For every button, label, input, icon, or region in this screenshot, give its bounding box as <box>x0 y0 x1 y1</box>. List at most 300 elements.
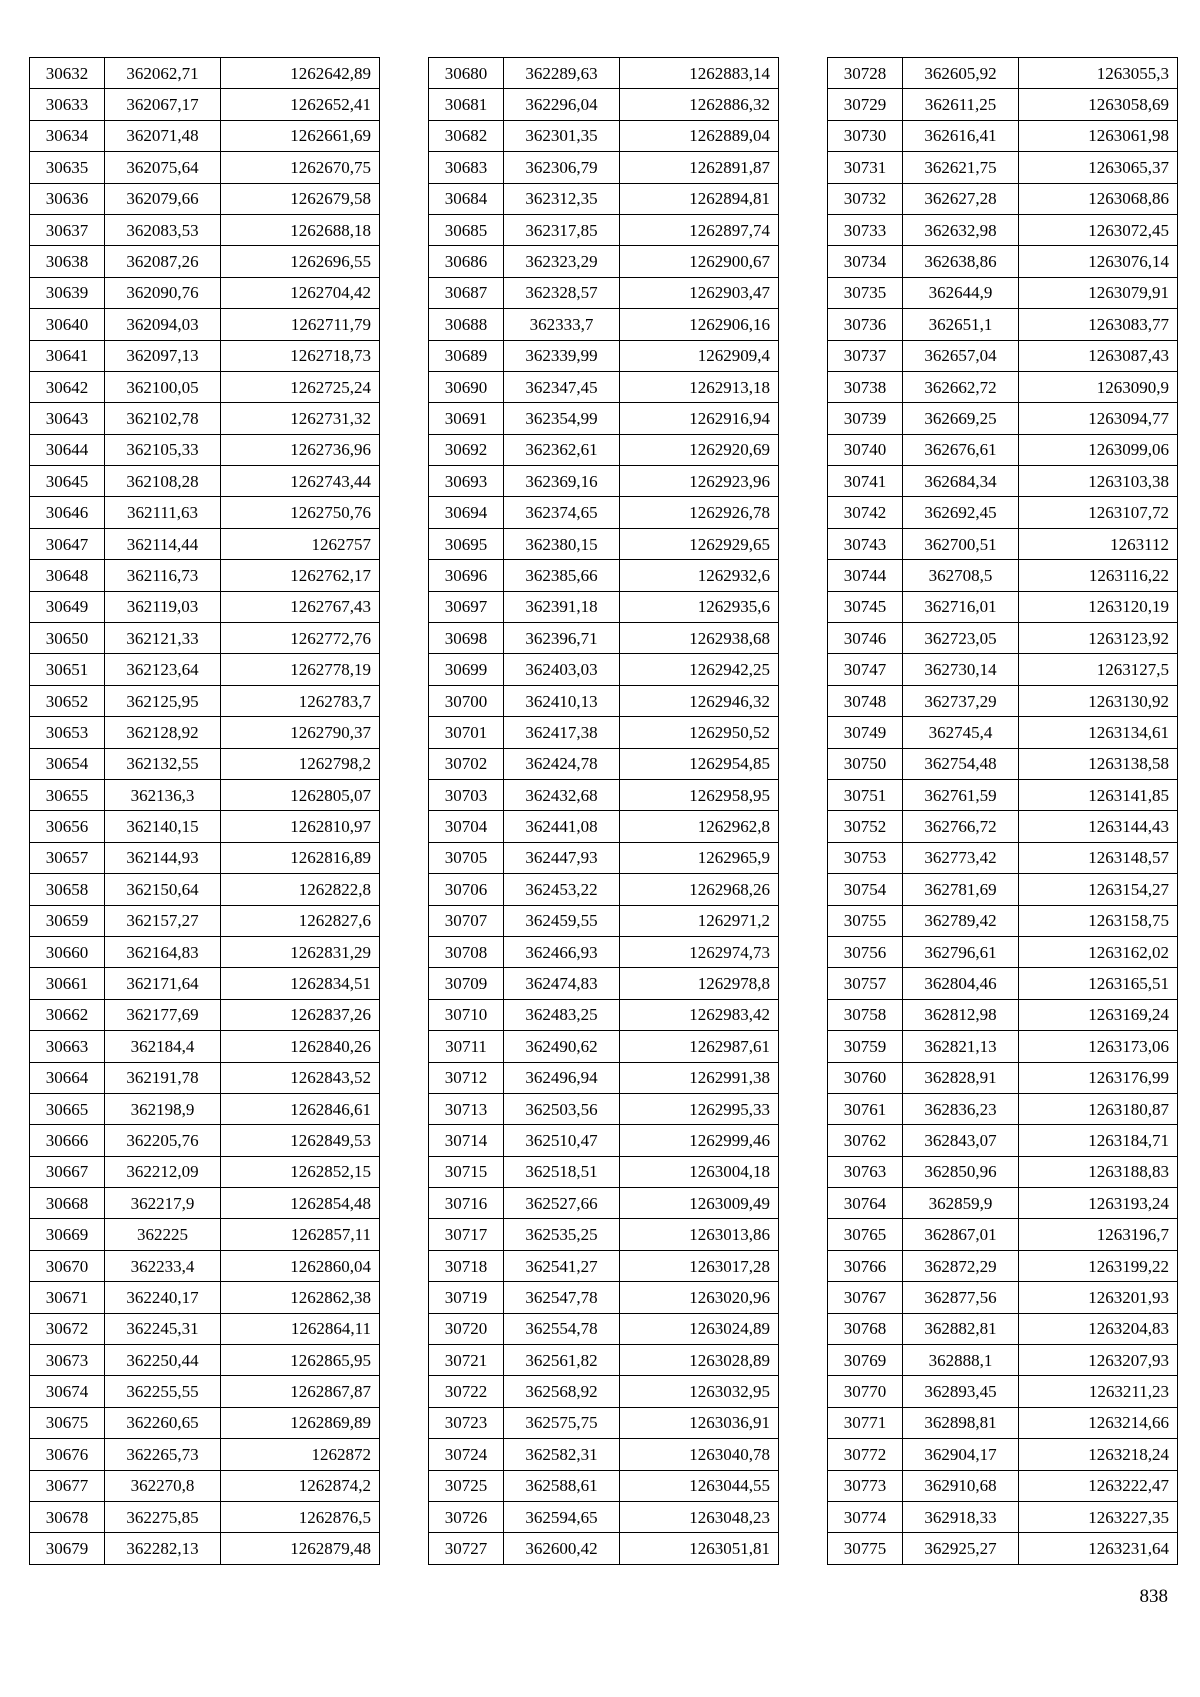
table-row <box>429 1250 779 1281</box>
point-number-cell: 30635 <box>30 152 105 183</box>
point-number-cell: 30670 <box>30 1250 105 1281</box>
y-coordinate-cell: 1263076,14 <box>1019 246 1178 277</box>
x-coordinate-cell: 362708,5 <box>903 560 1019 591</box>
table-row <box>429 403 779 434</box>
point-number-cell: 30770 <box>828 1376 903 1407</box>
y-coordinate-cell: 1262950,52 <box>620 717 779 748</box>
x-coordinate-cell: 362781,69 <box>903 874 1019 905</box>
y-coordinate-cell: 1262909,4 <box>620 340 779 371</box>
x-coordinate-cell: 362282,13 <box>105 1533 221 1564</box>
x-coordinate-cell: 362888,1 <box>903 1345 1019 1376</box>
point-number-cell: 30722 <box>429 1376 504 1407</box>
point-number-cell: 30683 <box>429 152 504 183</box>
y-coordinate-cell: 1262852,15 <box>221 1156 380 1187</box>
x-coordinate-cell: 362296,04 <box>504 89 620 120</box>
x-coordinate-cell: 362087,26 <box>105 246 221 277</box>
y-coordinate-cell: 1263201,93 <box>1019 1282 1178 1313</box>
point-number-cell: 30689 <box>429 340 504 371</box>
table-row <box>30 1031 380 1062</box>
table-row <box>429 1188 779 1219</box>
x-coordinate-cell: 362496,94 <box>504 1062 620 1093</box>
x-coordinate-cell: 362483,25 <box>504 999 620 1030</box>
y-coordinate-cell: 1262913,18 <box>620 371 779 402</box>
table-row <box>429 1219 779 1250</box>
x-coordinate-cell: 362177,69 <box>105 999 221 1030</box>
table-row <box>429 968 779 999</box>
point-number-cell: 30741 <box>828 466 903 497</box>
y-coordinate-cell: 1262891,87 <box>620 152 779 183</box>
y-coordinate-cell: 1262798,2 <box>221 748 380 779</box>
y-coordinate-cell: 1262874,2 <box>221 1470 380 1501</box>
x-coordinate-cell: 362850,96 <box>903 1156 1019 1187</box>
y-coordinate-cell: 1263024,89 <box>620 1313 779 1344</box>
x-coordinate-cell: 362171,64 <box>105 968 221 999</box>
y-coordinate-cell: 1263044,55 <box>620 1470 779 1501</box>
y-coordinate-cell: 1263158,75 <box>1019 905 1178 936</box>
y-coordinate-cell: 1263072,45 <box>1019 214 1178 245</box>
x-coordinate-cell: 362317,85 <box>504 214 620 245</box>
x-coordinate-cell: 362391,18 <box>504 591 620 622</box>
table-row <box>30 214 380 245</box>
x-coordinate-cell: 362616,41 <box>903 120 1019 151</box>
x-coordinate-cell: 362730,14 <box>903 654 1019 685</box>
point-number-cell: 30728 <box>828 58 903 89</box>
table-row <box>828 1156 1178 1187</box>
y-coordinate-cell: 1263055,3 <box>1019 58 1178 89</box>
y-coordinate-cell: 1262827,6 <box>221 905 380 936</box>
table-row <box>828 466 1178 497</box>
table-row <box>429 1345 779 1376</box>
x-coordinate-cell: 362374,65 <box>504 497 620 528</box>
table-row <box>30 1501 380 1532</box>
point-number-cell: 30760 <box>828 1062 903 1093</box>
x-coordinate-cell: 362754,48 <box>903 748 1019 779</box>
x-coordinate-cell: 362306,79 <box>504 152 620 183</box>
x-coordinate-cell: 362255,55 <box>105 1376 221 1407</box>
point-number-cell: 30765 <box>828 1219 903 1250</box>
table-row <box>828 246 1178 277</box>
point-number-cell: 30693 <box>429 466 504 497</box>
point-number-cell: 30656 <box>30 811 105 842</box>
table-row <box>828 1125 1178 1156</box>
table-row <box>30 905 380 936</box>
point-number-cell: 30697 <box>429 591 504 622</box>
point-number-cell: 30771 <box>828 1407 903 1438</box>
x-coordinate-cell: 362362,61 <box>504 434 620 465</box>
point-number-cell: 30758 <box>828 999 903 1030</box>
point-number-cell: 30774 <box>828 1501 903 1532</box>
y-coordinate-cell: 1262991,38 <box>620 1062 779 1093</box>
table-row <box>30 623 380 654</box>
point-number-cell: 30766 <box>828 1250 903 1281</box>
y-coordinate-cell: 1263087,43 <box>1019 340 1178 371</box>
y-coordinate-cell: 1262790,37 <box>221 717 380 748</box>
table-row <box>828 58 1178 89</box>
x-coordinate-cell: 362410,13 <box>504 685 620 716</box>
y-coordinate-cell: 1263196,7 <box>1019 1219 1178 1250</box>
table-row <box>30 968 380 999</box>
table-row <box>30 152 380 183</box>
page-number: 838 <box>1139 1586 1168 1607</box>
y-coordinate-cell: 1263184,71 <box>1019 1125 1178 1156</box>
x-coordinate-cell: 362804,46 <box>903 968 1019 999</box>
table-row <box>30 1125 380 1156</box>
y-coordinate-cell: 1262725,24 <box>221 371 380 402</box>
x-coordinate-cell: 362275,85 <box>105 1501 221 1532</box>
table-row <box>828 1219 1178 1250</box>
point-number-cell: 30748 <box>828 685 903 716</box>
x-coordinate-cell: 362893,45 <box>903 1376 1019 1407</box>
point-number-cell: 30654 <box>30 748 105 779</box>
y-coordinate-cell: 1262822,8 <box>221 874 380 905</box>
point-number-cell: 30747 <box>828 654 903 685</box>
x-coordinate-cell: 362380,15 <box>504 528 620 559</box>
point-number-cell: 30734 <box>828 246 903 277</box>
x-coordinate-cell: 362651,1 <box>903 309 1019 340</box>
y-coordinate-cell: 1262711,79 <box>221 309 380 340</box>
table-row <box>828 905 1178 936</box>
y-coordinate-cell: 1262862,38 <box>221 1282 380 1313</box>
x-coordinate-cell: 362075,64 <box>105 152 221 183</box>
table-row <box>30 1062 380 1093</box>
y-coordinate-cell: 1262864,11 <box>221 1313 380 1344</box>
point-number-cell: 30738 <box>828 371 903 402</box>
y-coordinate-cell: 1262923,96 <box>620 466 779 497</box>
table-row <box>429 874 779 905</box>
y-coordinate-cell: 1262840,26 <box>221 1031 380 1062</box>
y-coordinate-cell: 1262661,69 <box>221 120 380 151</box>
x-coordinate-cell: 362657,04 <box>903 340 1019 371</box>
y-coordinate-cell: 1262879,48 <box>221 1533 380 1564</box>
point-number-cell: 30745 <box>828 591 903 622</box>
point-number-cell: 30719 <box>429 1282 504 1313</box>
point-number-cell: 30739 <box>828 403 903 434</box>
table-row <box>828 874 1178 905</box>
y-coordinate-cell: 1263193,24 <box>1019 1188 1178 1219</box>
table-row <box>828 183 1178 214</box>
x-coordinate-cell: 362111,63 <box>105 497 221 528</box>
table-row <box>429 1376 779 1407</box>
point-number-cell: 30682 <box>429 120 504 151</box>
x-coordinate-cell: 362403,03 <box>504 654 620 685</box>
x-coordinate-cell: 362503,56 <box>504 1093 620 1124</box>
table-row <box>828 277 1178 308</box>
y-coordinate-cell: 1263107,72 <box>1019 497 1178 528</box>
table-row <box>828 89 1178 120</box>
x-coordinate-cell: 362233,4 <box>105 1250 221 1281</box>
table-row <box>30 89 380 120</box>
x-coordinate-cell: 362535,25 <box>504 1219 620 1250</box>
table-row <box>429 89 779 120</box>
y-coordinate-cell: 1263207,93 <box>1019 1345 1178 1376</box>
table-row <box>30 685 380 716</box>
x-coordinate-cell: 362339,99 <box>504 340 620 371</box>
y-coordinate-cell: 1262736,96 <box>221 434 380 465</box>
y-coordinate-cell: 1262652,41 <box>221 89 380 120</box>
point-number-cell: 30679 <box>30 1533 105 1564</box>
point-number-cell: 30752 <box>828 811 903 842</box>
point-number-cell: 30757 <box>828 968 903 999</box>
y-coordinate-cell: 1263231,64 <box>1019 1533 1178 1564</box>
y-coordinate-cell: 1263204,83 <box>1019 1313 1178 1344</box>
table-row <box>828 1407 1178 1438</box>
table-row <box>30 654 380 685</box>
y-coordinate-cell: 1262886,32 <box>620 89 779 120</box>
y-coordinate-cell: 1263199,22 <box>1019 1250 1178 1281</box>
table-row <box>30 434 380 465</box>
y-coordinate-cell: 1263188,83 <box>1019 1156 1178 1187</box>
y-coordinate-cell: 1262688,18 <box>221 214 380 245</box>
y-coordinate-cell: 1262954,85 <box>620 748 779 779</box>
table-row <box>30 936 380 967</box>
x-coordinate-cell: 362212,09 <box>105 1156 221 1187</box>
table-body <box>828 58 1178 1565</box>
x-coordinate-cell: 362079,66 <box>105 183 221 214</box>
y-coordinate-cell: 1263165,51 <box>1019 968 1178 999</box>
table-row <box>828 936 1178 967</box>
point-number-cell: 30655 <box>30 779 105 810</box>
point-number-cell: 30735 <box>828 277 903 308</box>
x-coordinate-cell: 362575,75 <box>504 1407 620 1438</box>
point-number-cell: 30637 <box>30 214 105 245</box>
point-number-cell: 30677 <box>30 1470 105 1501</box>
y-coordinate-cell: 1263112 <box>1019 528 1178 559</box>
y-coordinate-cell: 1262783,7 <box>221 685 380 716</box>
point-number-cell: 30717 <box>429 1219 504 1250</box>
x-coordinate-cell: 362843,07 <box>903 1125 1019 1156</box>
table-row <box>828 623 1178 654</box>
point-number-cell: 30746 <box>828 623 903 654</box>
point-number-cell: 30648 <box>30 560 105 591</box>
x-coordinate-cell: 362090,76 <box>105 277 221 308</box>
table-row <box>30 591 380 622</box>
x-coordinate-cell: 362632,98 <box>903 214 1019 245</box>
y-coordinate-cell: 1262731,32 <box>221 403 380 434</box>
table-row <box>429 58 779 89</box>
x-coordinate-cell: 362240,17 <box>105 1282 221 1313</box>
point-number-cell: 30685 <box>429 214 504 245</box>
y-coordinate-cell: 1263068,86 <box>1019 183 1178 214</box>
y-coordinate-cell: 1262946,32 <box>620 685 779 716</box>
x-coordinate-cell: 362369,16 <box>504 466 620 497</box>
y-coordinate-cell: 1262846,61 <box>221 1093 380 1124</box>
table-row <box>30 1250 380 1281</box>
x-coordinate-cell: 362453,22 <box>504 874 620 905</box>
table-row <box>429 246 779 277</box>
table-body <box>30 58 380 1565</box>
table-row <box>30 811 380 842</box>
x-coordinate-cell: 362217,9 <box>105 1188 221 1219</box>
point-number-cell: 30698 <box>429 623 504 654</box>
x-coordinate-cell: 362898,81 <box>903 1407 1019 1438</box>
y-coordinate-cell: 1262926,78 <box>620 497 779 528</box>
y-coordinate-cell: 1262983,42 <box>620 999 779 1030</box>
table-row <box>429 214 779 245</box>
point-number-cell: 30672 <box>30 1313 105 1344</box>
point-number-cell: 30647 <box>30 528 105 559</box>
table-row <box>30 340 380 371</box>
table-row <box>429 152 779 183</box>
table-row <box>828 1533 1178 1564</box>
x-coordinate-cell: 362312,35 <box>504 183 620 214</box>
x-coordinate-cell: 362518,51 <box>504 1156 620 1187</box>
x-coordinate-cell: 362289,63 <box>504 58 620 89</box>
point-number-cell: 30706 <box>429 874 504 905</box>
point-number-cell: 30730 <box>828 120 903 151</box>
x-coordinate-cell: 362490,62 <box>504 1031 620 1062</box>
point-number-cell: 30709 <box>429 968 504 999</box>
x-coordinate-cell: 362323,29 <box>504 246 620 277</box>
x-coordinate-cell: 362644,9 <box>903 277 1019 308</box>
y-coordinate-cell: 1263144,43 <box>1019 811 1178 842</box>
point-number-cell: 30751 <box>828 779 903 810</box>
coordinate-table-1 <box>29 57 380 1565</box>
table-row <box>828 1439 1178 1470</box>
table-row <box>828 528 1178 559</box>
table-row <box>30 999 380 1030</box>
point-number-cell: 30646 <box>30 497 105 528</box>
table-row <box>828 214 1178 245</box>
x-coordinate-cell: 362904,17 <box>903 1439 1019 1470</box>
table-row <box>429 685 779 716</box>
table-row <box>429 560 779 591</box>
x-coordinate-cell: 362125,95 <box>105 685 221 716</box>
y-coordinate-cell: 1262865,95 <box>221 1345 380 1376</box>
table-row <box>429 1282 779 1313</box>
x-coordinate-cell: 362067,17 <box>105 89 221 120</box>
y-coordinate-cell: 1262906,16 <box>620 309 779 340</box>
point-number-cell: 30705 <box>429 842 504 873</box>
y-coordinate-cell: 1262867,87 <box>221 1376 380 1407</box>
x-coordinate-cell: 362466,93 <box>504 936 620 967</box>
table-row <box>30 183 380 214</box>
x-coordinate-cell: 362260,65 <box>105 1407 221 1438</box>
y-coordinate-cell: 1263004,18 <box>620 1156 779 1187</box>
table-row <box>429 183 779 214</box>
x-coordinate-cell: 362150,64 <box>105 874 221 905</box>
point-number-cell: 30669 <box>30 1219 105 1250</box>
y-coordinate-cell: 1263176,99 <box>1019 1062 1178 1093</box>
y-coordinate-cell: 1262843,52 <box>221 1062 380 1093</box>
x-coordinate-cell: 362102,78 <box>105 403 221 434</box>
table-row <box>828 968 1178 999</box>
point-number-cell: 30708 <box>429 936 504 967</box>
table-body <box>429 58 779 1565</box>
table-row <box>429 936 779 967</box>
table-row <box>429 1407 779 1438</box>
table-row <box>429 309 779 340</box>
x-coordinate-cell: 362136,3 <box>105 779 221 810</box>
x-coordinate-cell: 362225 <box>105 1219 221 1250</box>
y-coordinate-cell: 1262762,17 <box>221 560 380 591</box>
y-coordinate-cell: 1263040,78 <box>620 1439 779 1470</box>
point-number-cell: 30744 <box>828 560 903 591</box>
y-coordinate-cell: 1262920,69 <box>620 434 779 465</box>
point-number-cell: 30723 <box>429 1407 504 1438</box>
point-number-cell: 30695 <box>429 528 504 559</box>
table-row <box>30 560 380 591</box>
point-number-cell: 30687 <box>429 277 504 308</box>
table-row <box>828 842 1178 873</box>
table-row <box>828 403 1178 434</box>
table-row <box>828 120 1178 151</box>
x-coordinate-cell: 362773,42 <box>903 842 1019 873</box>
x-coordinate-cell: 362144,93 <box>105 842 221 873</box>
table-row <box>429 591 779 622</box>
table-row <box>30 466 380 497</box>
point-number-cell: 30724 <box>429 1439 504 1470</box>
y-coordinate-cell: 1263154,27 <box>1019 874 1178 905</box>
x-coordinate-cell: 362836,23 <box>903 1093 1019 1124</box>
x-coordinate-cell: 362333,7 <box>504 309 620 340</box>
x-coordinate-cell: 362737,29 <box>903 685 1019 716</box>
table-row <box>30 1093 380 1124</box>
x-coordinate-cell: 362417,38 <box>504 717 620 748</box>
y-coordinate-cell: 1262642,89 <box>221 58 380 89</box>
x-coordinate-cell: 362396,71 <box>504 623 620 654</box>
table-row <box>828 999 1178 1030</box>
table-row <box>30 717 380 748</box>
table-row <box>429 434 779 465</box>
point-number-cell: 30694 <box>429 497 504 528</box>
table-row <box>429 1156 779 1187</box>
table-row <box>30 1470 380 1501</box>
table-row <box>429 623 779 654</box>
x-coordinate-cell: 362554,78 <box>504 1313 620 1344</box>
point-number-cell: 30769 <box>828 1345 903 1376</box>
y-coordinate-cell: 1262987,61 <box>620 1031 779 1062</box>
x-coordinate-cell: 362700,51 <box>903 528 1019 559</box>
y-coordinate-cell: 1263148,57 <box>1019 842 1178 873</box>
table-row <box>828 654 1178 685</box>
point-number-cell: 30686 <box>429 246 504 277</box>
point-number-cell: 30659 <box>30 905 105 936</box>
y-coordinate-cell: 1262999,46 <box>620 1125 779 1156</box>
y-coordinate-cell: 1263138,58 <box>1019 748 1178 779</box>
x-coordinate-cell: 362474,83 <box>504 968 620 999</box>
x-coordinate-cell: 362184,4 <box>105 1031 221 1062</box>
y-coordinate-cell: 1262897,74 <box>620 214 779 245</box>
y-coordinate-cell: 1262778,19 <box>221 654 380 685</box>
point-number-cell: 30710 <box>429 999 504 1030</box>
table-row <box>828 1313 1178 1344</box>
point-number-cell: 30773 <box>828 1470 903 1501</box>
y-coordinate-cell: 1263028,89 <box>620 1345 779 1376</box>
table-row <box>828 340 1178 371</box>
y-coordinate-cell: 1263065,37 <box>1019 152 1178 183</box>
x-coordinate-cell: 362867,01 <box>903 1219 1019 1250</box>
y-coordinate-cell: 1262816,89 <box>221 842 380 873</box>
x-coordinate-cell: 362547,78 <box>504 1282 620 1313</box>
x-coordinate-cell: 362424,78 <box>504 748 620 779</box>
table-row <box>429 748 779 779</box>
point-number-cell: 30642 <box>30 371 105 402</box>
x-coordinate-cell: 362157,27 <box>105 905 221 936</box>
table-row <box>828 748 1178 779</box>
y-coordinate-cell: 1262883,14 <box>620 58 779 89</box>
table-row <box>828 1031 1178 1062</box>
y-coordinate-cell: 1262978,8 <box>620 968 779 999</box>
table-row <box>429 466 779 497</box>
y-coordinate-cell: 1263013,86 <box>620 1219 779 1250</box>
x-coordinate-cell: 362441,08 <box>504 811 620 842</box>
table-row <box>30 1188 380 1219</box>
y-coordinate-cell: 1263079,91 <box>1019 277 1178 308</box>
point-number-cell: 30649 <box>30 591 105 622</box>
point-number-cell: 30721 <box>429 1345 504 1376</box>
point-number-cell: 30733 <box>828 214 903 245</box>
y-coordinate-cell: 1262670,75 <box>221 152 380 183</box>
